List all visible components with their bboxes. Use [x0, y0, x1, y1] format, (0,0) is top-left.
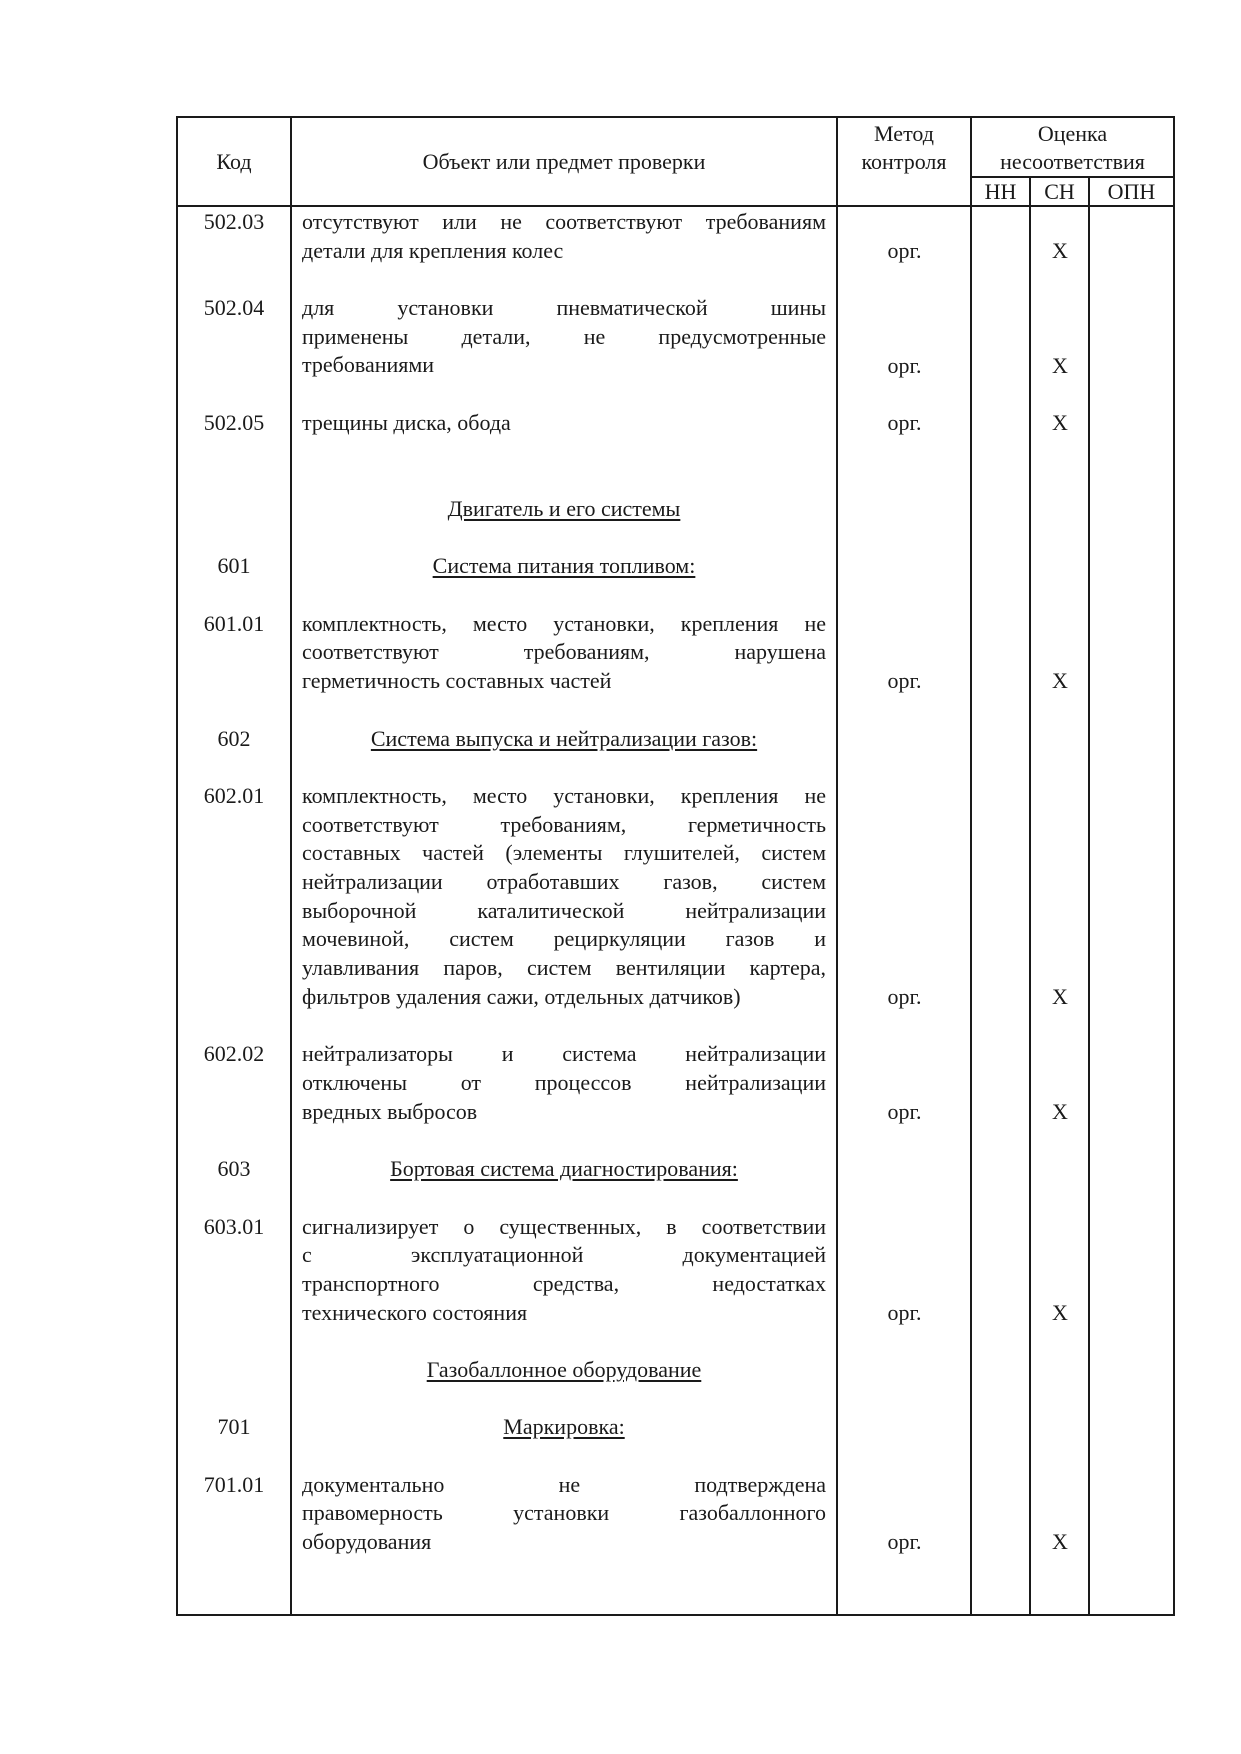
description-line: вредных выбросов: [302, 1098, 478, 1124]
description-line: составных частей (элементы глушителей, систем: [302, 840, 826, 866]
description-line: детали для крепления колес: [302, 237, 564, 263]
header-assessment-line1: Оценка: [1037, 121, 1108, 146]
description-line: отключены от процессов нейтрализации: [302, 1069, 826, 1095]
row-method: орг.: [887, 409, 922, 435]
description-line: герметичность составных частей: [302, 668, 612, 694]
row-code: 603.01: [203, 1213, 265, 1239]
description-line: транспортного средства, недостатках: [302, 1270, 826, 1296]
row-code: 602.02: [203, 1041, 265, 1067]
code-column-divider: [290, 116, 292, 1616]
method-column-divider: [970, 116, 972, 1616]
header-opn: ОПН: [1107, 179, 1156, 204]
table-bottom-border: [176, 1614, 1175, 1616]
row-code: 701.01: [203, 1471, 265, 1497]
row-description: [302, 782, 826, 1012]
subsection-heading: Бортовая система диагностирования:: [390, 1156, 738, 1182]
description-line: мочевиной, систем рециркуляции газов и: [302, 926, 826, 952]
header-nn: НН: [984, 179, 1017, 204]
row-code: 502.04: [203, 295, 265, 321]
row-sn-mark: X: [1052, 1529, 1068, 1555]
description-line: документально не подтверждена: [302, 1471, 826, 1497]
row-method: орг.: [887, 352, 922, 378]
subsection-heading: Система выпуска и нейтрализации газов:: [370, 725, 758, 751]
description-line: оборудования: [302, 1529, 432, 1555]
row-sn-mark: X: [1052, 1098, 1068, 1124]
row-code: 602.01: [203, 783, 265, 808]
row-sn-mark: X: [1052, 668, 1068, 694]
description-line: выборочной каталитической нейтрализации: [302, 897, 826, 923]
description-line: комплектность, место установки, крепления не: [302, 783, 826, 808]
row-description: [302, 1471, 826, 1557]
row-sn-mark: X: [1052, 409, 1068, 435]
row-code: 601.01: [203, 610, 265, 636]
row-description: [302, 1040, 826, 1126]
subject-column-divider: [836, 116, 838, 1616]
header-subject: Объект или предмет проверки: [422, 149, 706, 174]
row-method: орг.: [887, 1529, 922, 1555]
header-method-line1: Метод: [874, 121, 934, 146]
row-code: 602: [217, 725, 251, 751]
table-right-border: [1173, 116, 1175, 1616]
row-code: 502.03: [203, 209, 265, 234]
row-description: [302, 1213, 826, 1328]
description-line: отсутствуют или не соответствуют требованиям: [302, 209, 826, 234]
row-code: 601: [217, 553, 251, 579]
description-line: соответствуют требованиям, герметичность: [302, 811, 826, 837]
row-method: орг.: [887, 1299, 922, 1325]
row-description: [302, 409, 826, 438]
description-line: фильтров удаления сажи, отдельных датчиков): [302, 983, 741, 1009]
description-line: нейтрализаторы и система нейтрализации: [302, 1041, 826, 1067]
table-top-border: [176, 116, 1175, 118]
description-line: сигнализирует о существенных, в соответствии: [302, 1213, 826, 1239]
row-sn-mark: X: [1052, 983, 1068, 1009]
section-heading-engine: Двигатель и его системы: [447, 496, 681, 521]
header-sn: СН: [1044, 179, 1075, 204]
description-line: требованиями: [302, 352, 435, 378]
section-heading-gas-equipment: Газобаллонное оборудование: [426, 1357, 702, 1382]
description-line: применены детали, не предусмотренные: [302, 323, 826, 349]
description-line: с эксплуатационной документацией: [302, 1242, 826, 1268]
row-description: [302, 208, 826, 265]
row-method: орг.: [887, 668, 922, 694]
nn-column-divider: [1029, 177, 1031, 1616]
description-line: для установки пневматической шины: [302, 295, 826, 321]
row-code: 603: [217, 1156, 251, 1182]
description-line: технического состояния: [302, 1299, 528, 1325]
row-method: орг.: [887, 1098, 922, 1124]
row-sn-mark: X: [1052, 237, 1068, 263]
row-description: [302, 294, 826, 380]
description-line: трещины диска, обода: [302, 409, 511, 435]
sn-column-divider: [1088, 177, 1090, 1616]
row-method: орг.: [887, 237, 922, 263]
header-bottom-border: [176, 205, 1175, 207]
description-line: улавливания паров, систем вентиляции картера,: [302, 955, 826, 981]
row-method: орг.: [887, 983, 922, 1009]
header-code: Код: [216, 149, 252, 174]
description-line: правомерность установки газобаллонного: [302, 1500, 826, 1526]
subsection-heading: Маркировка:: [503, 1414, 625, 1440]
row-sn-mark: X: [1052, 352, 1068, 378]
header-method-line2: контроля: [861, 149, 947, 174]
table-left-border: [176, 116, 178, 1616]
description-line: соответствуют требованиям, нарушена: [302, 639, 826, 665]
row-description: [302, 610, 826, 696]
header-assessment-line2: несоответствия: [1000, 149, 1145, 174]
row-code: 502.05: [203, 409, 265, 435]
description-line: нейтрализации отработавших газов, систем: [302, 869, 826, 895]
row-code: 701: [217, 1414, 251, 1440]
row-sn-mark: X: [1052, 1299, 1068, 1325]
subsection-heading: Система питания топливом:: [432, 553, 696, 579]
description-line: комплектность, место установки, крепления не: [302, 610, 826, 636]
